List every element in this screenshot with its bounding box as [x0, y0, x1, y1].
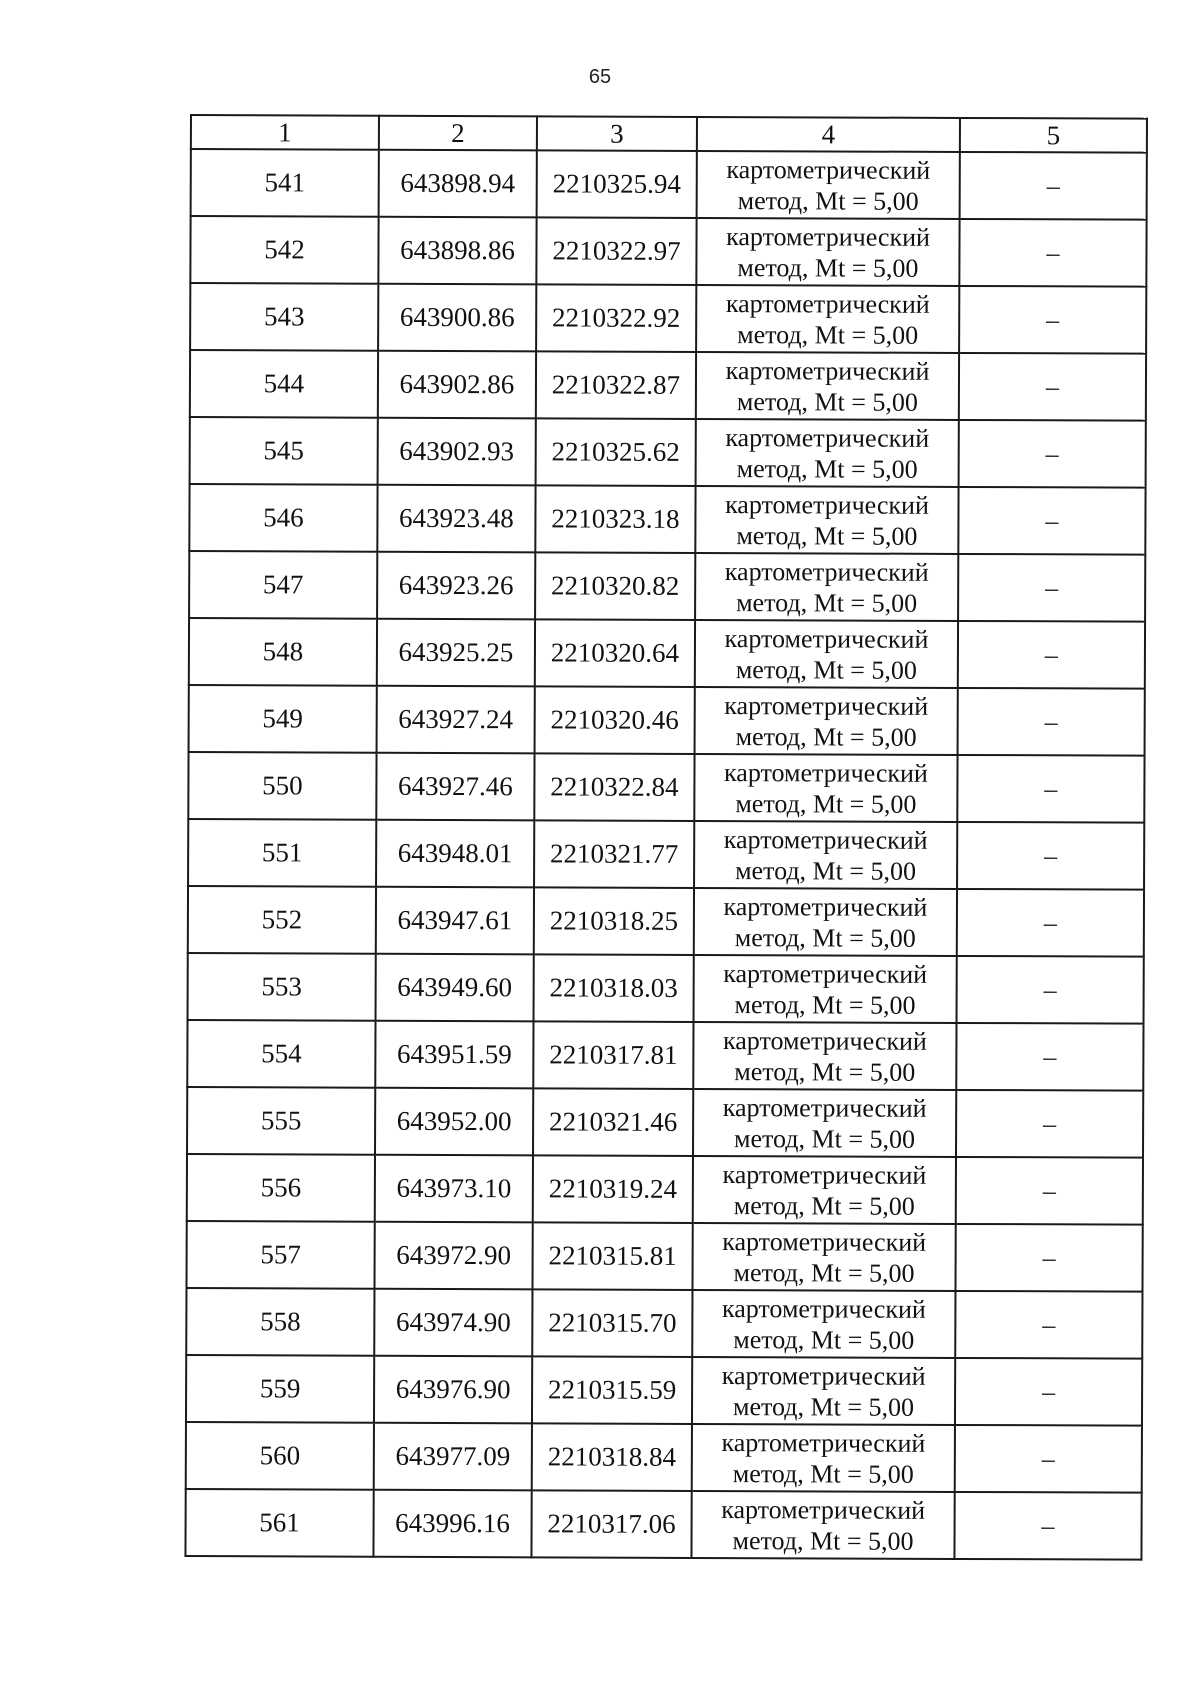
table-row — [190, 417, 1146, 488]
note-cell: – — [955, 1425, 1142, 1493]
note-cell: – — [955, 1224, 1142, 1292]
x-coordinate-cell: 643974.90 — [374, 1289, 532, 1357]
method-line-2: метод, Mt = 5,00 — [734, 1056, 916, 1087]
method-line-1: картометрический — [724, 623, 929, 654]
note-cell: – — [959, 219, 1146, 287]
method-line-1: картометрический — [723, 958, 928, 989]
point-number-cell: 553 — [188, 953, 376, 1021]
method-line-2: метод, Mt = 5,00 — [736, 386, 918, 417]
method-cell — [696, 285, 959, 353]
x-coordinate-cell: 643898.94 — [379, 150, 537, 218]
method-line-1: картометрический — [725, 288, 930, 319]
note-cell: – — [957, 822, 1144, 890]
point-number-cell: 555 — [187, 1087, 375, 1155]
method-line-2: метод, Mt = 5,00 — [734, 989, 916, 1020]
method-line-1: картометрический — [723, 891, 928, 922]
table-row — [190, 350, 1146, 421]
note-cell: – — [957, 956, 1144, 1024]
x-coordinate-cell: 643972.90 — [374, 1222, 532, 1290]
table-row — [186, 1422, 1142, 1493]
y-coordinate-cell: 2210322.84 — [534, 753, 694, 821]
method-cell — [692, 1290, 955, 1358]
method-cell — [696, 352, 959, 420]
column-header-3: 3 — [537, 116, 697, 151]
note-cell: – — [958, 621, 1145, 689]
method-cell — [692, 1357, 955, 1425]
method-line-1: картометрический — [722, 1159, 927, 1190]
column-header-4: 4 — [697, 117, 960, 152]
note-cell: – — [958, 688, 1145, 756]
header-row — [191, 115, 1147, 153]
table-row — [186, 1355, 1142, 1426]
y-coordinate-cell: 2210325.94 — [537, 150, 697, 218]
note-cell: – — [958, 487, 1145, 555]
method-line-2: метод, Mt = 5,00 — [732, 1391, 915, 1422]
table-row — [186, 1288, 1142, 1359]
method-cell — [692, 1424, 955, 1492]
y-coordinate-cell: 2210322.97 — [536, 217, 696, 285]
method-line-1: картометрический — [721, 1494, 926, 1525]
coordinates-table — [184, 114, 1148, 1561]
table-row — [189, 685, 1145, 756]
x-coordinate-cell: 643973.10 — [375, 1155, 533, 1223]
x-coordinate-cell: 643902.86 — [378, 351, 536, 419]
method-cell — [696, 218, 959, 286]
method-cell — [693, 1022, 956, 1090]
method-cell — [694, 754, 957, 822]
table-row — [190, 283, 1146, 354]
point-number-cell: 552 — [188, 886, 376, 954]
x-coordinate-cell: 643996.16 — [373, 1490, 531, 1558]
x-coordinate-cell: 643898.86 — [378, 217, 536, 285]
table-row — [187, 1087, 1143, 1158]
point-number-cell: 543 — [190, 283, 378, 351]
note-cell: – — [955, 1358, 1142, 1426]
note-cell: – — [955, 1291, 1142, 1359]
method-line-2: метод, Mt = 5,00 — [736, 520, 918, 551]
y-coordinate-cell: 2210315.81 — [532, 1222, 692, 1290]
page-number: 65 — [588, 66, 612, 88]
column-header-5: 5 — [960, 118, 1147, 153]
y-coordinate-cell: 2210318.84 — [532, 1423, 692, 1491]
method-line-2: метод, Mt = 5,00 — [736, 587, 918, 618]
y-coordinate-cell: 2210318.03 — [534, 954, 694, 1022]
note-cell: – — [959, 353, 1146, 421]
x-coordinate-cell: 643923.48 — [377, 485, 535, 553]
method-line-2: метод, Mt = 5,00 — [734, 1123, 916, 1154]
x-coordinate-cell: 643947.61 — [376, 887, 534, 955]
method-line-1: картометрический — [726, 154, 931, 185]
method-cell — [694, 821, 957, 889]
method-line-1: картометрический — [721, 1427, 926, 1458]
note-cell: – — [954, 1492, 1141, 1560]
table-body — [185, 149, 1146, 1560]
method-cell — [694, 888, 957, 956]
note-cell: – — [957, 755, 1144, 823]
method-line-1: картометрический — [724, 757, 928, 788]
point-number-cell: 556 — [187, 1154, 375, 1222]
method-line-2: метод, Mt = 5,00 — [737, 185, 919, 216]
method-cell — [693, 1089, 956, 1157]
point-number-cell: 544 — [190, 350, 378, 418]
method-cell — [696, 419, 959, 487]
x-coordinate-cell: 643927.46 — [376, 753, 534, 821]
x-coordinate-cell: 643902.93 — [378, 418, 536, 486]
point-number-cell: 548 — [189, 618, 377, 686]
x-coordinate-cell: 643949.60 — [376, 954, 534, 1022]
method-cell — [692, 1223, 955, 1291]
point-number-cell: 554 — [187, 1020, 375, 1088]
method-line-1: картометрический — [725, 422, 930, 453]
method-line-1: картометрический — [724, 690, 929, 721]
point-number-cell: 560 — [186, 1422, 374, 1490]
table-row — [188, 953, 1144, 1024]
method-line-1: картометрический — [723, 824, 928, 855]
x-coordinate-cell: 643923.26 — [377, 552, 535, 620]
table-row — [190, 216, 1146, 287]
method-cell — [695, 687, 958, 755]
method-cell — [695, 620, 958, 688]
point-number-cell: 542 — [190, 216, 378, 284]
x-coordinate-cell: 643927.24 — [377, 686, 535, 754]
y-coordinate-cell: 2210318.25 — [534, 887, 694, 955]
method-cell — [691, 1491, 954, 1559]
method-line-1: картометрический — [721, 1293, 926, 1324]
method-line-1: картометрический — [722, 1226, 927, 1257]
x-coordinate-cell: 643948.01 — [376, 820, 534, 888]
method-line-2: метод, Mt = 5,00 — [737, 252, 919, 283]
method-line-2: метод, Mt = 5,00 — [733, 1257, 915, 1288]
point-number-cell: 546 — [189, 484, 377, 552]
y-coordinate-cell: 2210315.59 — [532, 1356, 692, 1424]
x-coordinate-cell: 643925.25 — [377, 619, 535, 687]
method-cell — [695, 553, 958, 621]
method-line-2: метод, Mt = 5,00 — [737, 319, 919, 350]
method-cell — [694, 955, 957, 1023]
method-line-2: метод, Mt = 5,00 — [734, 922, 916, 953]
y-coordinate-cell: 2210322.92 — [536, 284, 696, 352]
x-coordinate-cell: 643900.86 — [378, 284, 536, 352]
x-coordinate-cell: 643976.90 — [374, 1356, 532, 1424]
method-line-2: метод, Mt = 5,00 — [735, 855, 917, 886]
point-number-cell: 545 — [190, 417, 378, 485]
note-cell: – — [956, 1090, 1143, 1158]
method-line-2: метод, Mt = 5,00 — [735, 788, 917, 819]
y-coordinate-cell: 2210321.77 — [534, 820, 694, 888]
table-row — [188, 752, 1144, 823]
method-line-2: метод, Mt = 5,00 — [733, 1324, 915, 1355]
note-cell: – — [958, 554, 1145, 622]
y-coordinate-cell: 2210319.24 — [533, 1155, 693, 1223]
method-line-2: метод, Mt = 5,00 — [732, 1525, 914, 1556]
y-coordinate-cell: 2210320.64 — [535, 619, 695, 687]
method-line-2: метод, Mt = 5,00 — [733, 1190, 915, 1221]
point-number-cell: 550 — [188, 752, 376, 820]
method-line-2: метод, Mt = 5,00 — [735, 721, 917, 752]
y-coordinate-cell: 2210323.18 — [535, 485, 695, 553]
y-coordinate-cell: 2210315.70 — [532, 1289, 692, 1357]
y-coordinate-cell: 2210317.81 — [533, 1021, 693, 1089]
point-number-cell: 551 — [188, 819, 376, 887]
table-row — [189, 551, 1145, 622]
table-row — [191, 149, 1147, 220]
method-line-1: картометрический — [725, 355, 930, 386]
table-row — [186, 1221, 1142, 1292]
column-header-2: 2 — [379, 116, 537, 151]
table-row — [189, 618, 1145, 689]
y-coordinate-cell: 2210320.82 — [535, 552, 695, 620]
method-line-1: картометрический — [726, 221, 930, 252]
table-row — [187, 1154, 1143, 1225]
note-cell: – — [957, 889, 1144, 957]
table-row — [188, 819, 1144, 890]
note-cell: – — [960, 152, 1147, 220]
y-coordinate-cell: 2210322.87 — [536, 351, 696, 419]
method-line-2: метод, Mt = 5,00 — [735, 654, 917, 685]
method-line-1: картометрический — [722, 1025, 927, 1056]
point-number-cell: 547 — [189, 551, 377, 619]
y-coordinate-cell: 2210317.06 — [531, 1490, 691, 1558]
method-cell — [695, 486, 958, 554]
x-coordinate-cell: 643952.00 — [375, 1088, 533, 1156]
note-cell: – — [956, 1157, 1143, 1225]
method-cell — [697, 151, 960, 219]
y-coordinate-cell: 2210321.46 — [533, 1088, 693, 1156]
point-number-cell: 558 — [186, 1288, 374, 1356]
note-cell: – — [959, 286, 1146, 354]
table-row — [187, 1020, 1143, 1091]
point-number-cell: 541 — [191, 149, 379, 217]
table-row — [188, 886, 1144, 957]
method-line-1: картометрический — [725, 489, 929, 520]
y-coordinate-cell: 2210325.62 — [536, 418, 696, 486]
table-header — [191, 115, 1147, 153]
method-line-2: метод, Mt = 5,00 — [732, 1458, 914, 1489]
column-header-1: 1 — [191, 115, 379, 150]
method-line-1: картометрический — [722, 1092, 927, 1123]
point-number-cell: 561 — [185, 1489, 373, 1557]
method-line-1: картометрический — [724, 556, 929, 587]
y-coordinate-cell: 2210320.46 — [535, 686, 695, 754]
x-coordinate-cell: 643951.59 — [375, 1021, 533, 1089]
point-number-cell: 549 — [189, 685, 377, 753]
point-number-cell: 557 — [186, 1221, 374, 1289]
method-line-2: метод, Mt = 5,00 — [736, 453, 918, 484]
point-number-cell: 559 — [186, 1355, 374, 1423]
table-row — [189, 484, 1145, 555]
method-cell — [693, 1156, 956, 1224]
note-cell: – — [959, 420, 1146, 488]
method-line-1: картометрический — [721, 1360, 926, 1391]
table-row — [185, 1489, 1141, 1560]
note-cell: – — [956, 1023, 1143, 1091]
x-coordinate-cell: 643977.09 — [374, 1423, 532, 1491]
